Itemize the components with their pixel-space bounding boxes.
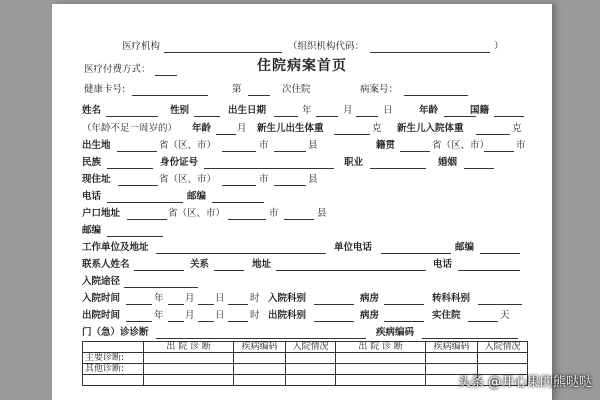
admit-dept-label: 入院科别 bbox=[268, 293, 307, 304]
id-number-field[interactable] bbox=[204, 156, 334, 169]
outpatient-diag-label: 门（急）诊诊断 bbox=[82, 327, 149, 338]
phone-field[interactable] bbox=[107, 190, 183, 203]
postcode-field[interactable] bbox=[212, 190, 264, 203]
contact-address-label: 地址 bbox=[252, 259, 272, 270]
form-page: 医疗机构 （组织机构代码： ） 医疗付费方式： 住院病案首页 健康卡号: 第 次住院 病案号： 姓名 性别 出生日期 年 月 日 年龄 国籍 （年龄不足一周岁的） 年龄 月 新生儿出生体重 克 新生儿入院体重 克 出生地 省（区、市） 市 县 籍贯 省（区、市） 市 民族 身份证号 职业 婚姻 现住址 省（区、市） 市 县 电话 邮编 户口地址 省（区、市） 市 县 邮编 工作单位及地址 单位电话 邮编 联系人姓名 关系 地址 电话 入院途径 入院时间 年 月 日 时 入院科别 病房 转科科别 出院时间 年 月 日 时 出院科别 病房 实住院 天 门（急）诊诊断 疾病编码 出 院 诊 断 疾病编码 入院情况 出 院 诊 断 疾病编码 入院情况 主要诊断: 其他诊断: bbox=[52, 4, 552, 400]
native-province-field[interactable] bbox=[400, 139, 430, 152]
admission-suffix: 次住院 bbox=[282, 84, 311, 95]
org-code-field[interactable] bbox=[370, 40, 490, 53]
relation-field[interactable] bbox=[214, 258, 244, 271]
ethnicity-label: 民族 bbox=[82, 157, 102, 168]
name-label: 姓名 bbox=[82, 105, 102, 116]
disease-code-label: 疾病编码 bbox=[376, 327, 415, 338]
gender-label: 性别 bbox=[170, 105, 190, 116]
ward-field[interactable] bbox=[384, 292, 424, 305]
native-city-field[interactable] bbox=[484, 139, 514, 152]
workplace-field[interactable] bbox=[156, 241, 326, 254]
payment-label: 医疗付费方式： bbox=[84, 64, 151, 75]
contact-address-field[interactable] bbox=[276, 258, 426, 271]
watermark: 头条 @开心果的熊哒哒 bbox=[457, 375, 592, 390]
newborn-weight-field[interactable] bbox=[334, 122, 370, 135]
birth-year-field[interactable] bbox=[274, 104, 298, 117]
household-province-field[interactable] bbox=[127, 207, 167, 220]
transfer-dept-label: 转科科别 bbox=[432, 293, 471, 304]
birthplace-label: 出生地 bbox=[82, 140, 111, 151]
newborn-weight-label: 新生儿出生体重 bbox=[257, 123, 324, 134]
current-province-field[interactable] bbox=[118, 173, 158, 186]
birthplace-city-field[interactable] bbox=[222, 139, 256, 152]
contact-name-label: 联系人姓名 bbox=[82, 259, 130, 270]
admit-dept-field[interactable] bbox=[314, 292, 354, 305]
disease-code-field[interactable] bbox=[422, 326, 518, 339]
birthplace-province-field[interactable] bbox=[117, 139, 157, 152]
contact-name-field[interactable] bbox=[134, 258, 184, 271]
gender-field[interactable] bbox=[194, 104, 220, 117]
work-phone-field[interactable] bbox=[381, 241, 451, 254]
household-postcode-field[interactable] bbox=[107, 224, 163, 237]
admission-route-label: 入院途径 bbox=[82, 276, 121, 287]
work-phone-label: 单位电话 bbox=[334, 242, 373, 253]
newborn-admit-weight-label: 新生儿入院体重 bbox=[397, 123, 464, 134]
discharge-time-label: 出院时间 bbox=[82, 310, 121, 321]
ward-label: 病房 bbox=[360, 293, 380, 304]
work-postcode-label: 邮编 bbox=[455, 242, 475, 253]
birth-day-field[interactable] bbox=[356, 104, 378, 117]
table-row: 主要诊断: bbox=[83, 353, 528, 364]
id-number-label: 身份证号 bbox=[160, 157, 199, 168]
discharge-dept-field[interactable] bbox=[314, 309, 354, 322]
payment-field[interactable] bbox=[155, 63, 177, 76]
workplace-label: 工作单位及地址 bbox=[82, 242, 149, 253]
org-code-label: （组织机构代码： bbox=[288, 41, 365, 52]
occupation-field[interactable] bbox=[370, 156, 426, 169]
postcode-label: 邮编 bbox=[187, 191, 207, 202]
admission-route-field[interactable] bbox=[124, 275, 198, 288]
table-header-row: 出 院 诊 断 疾病编码 入院情况 出 院 诊 断 疾病编码 入院情况 bbox=[83, 342, 528, 353]
nationality-label: 国籍 bbox=[470, 105, 490, 116]
institution-label: 医疗机构 bbox=[122, 41, 161, 52]
birth-month-field[interactable] bbox=[316, 104, 338, 117]
ethnicity-field[interactable] bbox=[107, 156, 153, 169]
admission-prefix: 第 bbox=[232, 84, 242, 95]
phone-label: 电话 bbox=[82, 191, 102, 202]
admission-time-label: 入院时间 bbox=[82, 293, 121, 304]
newborn-admit-weight-field[interactable] bbox=[476, 122, 510, 135]
contact-phone-field[interactable] bbox=[458, 258, 520, 271]
health-card-field[interactable] bbox=[132, 83, 208, 96]
nationality-field[interactable] bbox=[494, 104, 524, 117]
birthplace-county-field[interactable] bbox=[274, 139, 306, 152]
household-county-field[interactable] bbox=[284, 207, 314, 220]
outpatient-diag-field[interactable] bbox=[156, 326, 366, 339]
table-row: 其他诊断: bbox=[83, 364, 528, 375]
health-card-label: 健康卡号: bbox=[84, 84, 126, 95]
transfer-dept-field[interactable] bbox=[478, 292, 522, 305]
household-city-field[interactable] bbox=[228, 207, 266, 220]
record-no-label: 病案号： bbox=[360, 84, 399, 95]
record-no-field[interactable] bbox=[404, 83, 468, 96]
current-address-label: 现住址 bbox=[82, 174, 111, 185]
current-city-field[interactable] bbox=[222, 173, 256, 186]
current-county-field[interactable] bbox=[274, 173, 306, 186]
relation-label: 关系 bbox=[190, 259, 210, 270]
age-label: 年龄 bbox=[419, 105, 439, 116]
actual-stay-label: 实住院 bbox=[432, 310, 461, 321]
occupation-label: 职业 bbox=[344, 157, 364, 168]
admission-count-field[interactable] bbox=[248, 83, 270, 96]
name-field[interactable] bbox=[106, 104, 158, 117]
institution-field[interactable] bbox=[164, 40, 282, 53]
infant-note: （年龄不足一周岁的） bbox=[82, 123, 178, 134]
household-address-label: 户口地址 bbox=[82, 208, 121, 219]
native-place-label: 籍贯 bbox=[376, 140, 396, 151]
actual-stay-field[interactable] bbox=[468, 309, 498, 322]
marital-label: 婚姻 bbox=[438, 157, 458, 168]
discharge-dept-label: 出院科别 bbox=[268, 310, 307, 321]
page-title: 住院病案首页 bbox=[257, 58, 347, 74]
work-postcode-field[interactable] bbox=[480, 241, 520, 254]
birth-date-label: 出生日期 bbox=[228, 105, 267, 116]
marital-field[interactable] bbox=[464, 156, 494, 169]
infant-age-field[interactable] bbox=[216, 122, 236, 135]
contact-phone-label: 电话 bbox=[433, 259, 453, 270]
household-postcode-label: 邮编 bbox=[82, 225, 102, 236]
